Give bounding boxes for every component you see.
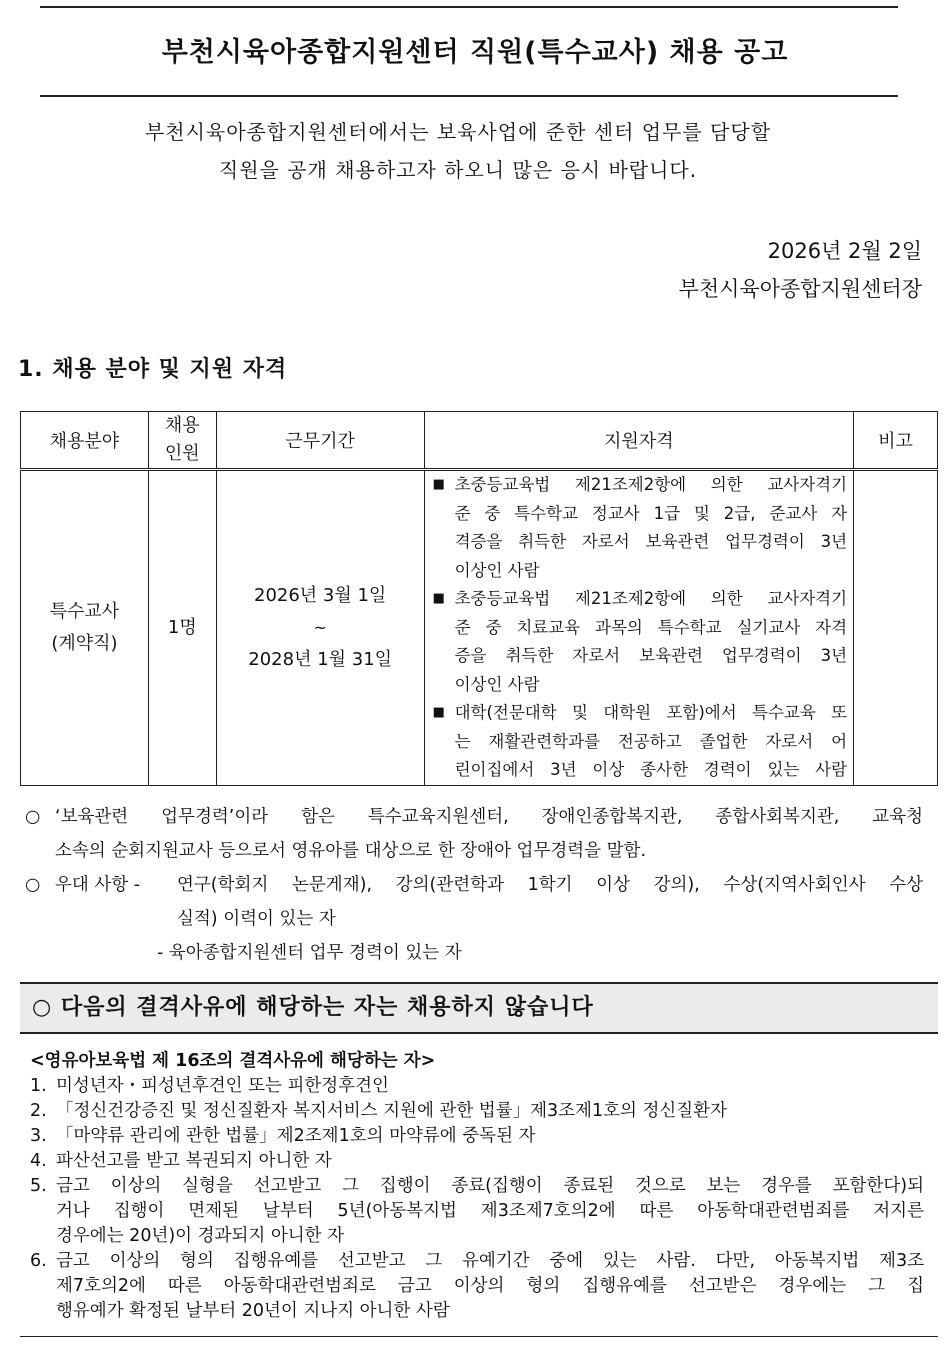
item-number: 5.	[30, 1176, 47, 1196]
top-rule	[40, 6, 898, 8]
square-bullet-icon: ■	[432, 591, 445, 606]
disqualification-banner	[20, 982, 938, 1034]
note-line: - 육아종합지원센터 업무 경력이 있는 자	[157, 943, 462, 963]
item-line: 제7호의2에 따른 아동학대관련범죄로 금고 이상의 형의 집행유예를 선고받은 경우에는 그 집	[56, 1276, 924, 1296]
qualification-item	[429, 585, 848, 699]
cell-field: 특수교사 (계약직)	[21, 470, 149, 786]
note-line: ‘보육관련 업무경력’이라 함은 특수교육지원센터, 장애인종합복지관, 종합사회복지관, 교육청	[55, 807, 923, 827]
note-line: 소속의 순회지원교사 등으로서 영유아를 대상으로 한 장애아 업무경력을 말함.	[55, 841, 647, 861]
item-line: 파산선고를 받고 복권되지 아니한 자	[56, 1151, 332, 1171]
preferences-label: 우대 사항 -	[55, 875, 141, 895]
qualification-item	[429, 471, 848, 585]
circle-bullet-icon: ○	[25, 875, 41, 895]
recruitment-table	[20, 411, 938, 786]
note-work-experience	[25, 800, 923, 868]
item-line: 거나 집행이 면제된 날부터 5년(아동복지법 제3조제7호의2에 따른 아동학대관련범죄를 저지른	[56, 1201, 924, 1221]
list-item	[30, 1249, 924, 1324]
table-header-row	[21, 412, 938, 470]
section-title: 1. 채용 분야 및 지원 자격	[18, 357, 288, 382]
list-item	[30, 1074, 924, 1099]
item-number: 2.	[30, 1101, 47, 1121]
qualification-line: 린이집에서 3년 이상 종사한 경력이 있는 사람	[454, 760, 848, 779]
list-item	[30, 1124, 924, 1149]
cell-qualification	[424, 470, 854, 786]
qualification-line: 초중등교육법 제21조제2항에 의한 교사자격기	[454, 589, 848, 608]
item-line: 경우에는 20년)이 경과되지 아니한 자	[56, 1226, 345, 1246]
qualification-line: 이상인 사람	[454, 560, 540, 580]
note-line: 실적) 이력이 있는 자	[177, 909, 336, 929]
item-line: 「정신건강증진 및 정신질환자 복지서비스 지원에 관한 법률」제3조제1호의 정신질환자	[56, 1101, 727, 1121]
item-line: 「마약류 관리에 관한 법률」제2조제1호의 마약류에 중독된 자	[56, 1126, 536, 1146]
note-preferences	[25, 868, 923, 970]
qualification-line: 준 중 특수학교 정교사 1급 및 2급, 준교사 자	[454, 503, 848, 523]
bottom-rule	[20, 1336, 938, 1337]
qualification-line: 대학(전문대학 및 대학원 포함)에서 특수교육 또	[454, 703, 848, 722]
item-line: 미성년자・피성년후견인 또는 피한정후견인	[56, 1076, 389, 1096]
title-underline	[40, 95, 898, 97]
header-remarks: 비고	[854, 412, 938, 470]
disqualification-heading: <영유아보육법 제 16조의 결격사유에 해당하는 자>	[30, 1051, 436, 1071]
intro-line-1: 부천시육아종합지원센터에서는 보육사업에 준한 센터 업무를 담당할	[144, 120, 772, 144]
square-bullet-icon: ■	[432, 705, 445, 720]
announcement-date: 2026년 2월 2일	[767, 239, 922, 263]
list-item	[30, 1174, 924, 1249]
cell-count: 1명	[148, 470, 216, 786]
qualification-line: 초중등교육법 제21조제2항에 의한 교사자격기	[454, 475, 848, 494]
table-row	[21, 470, 938, 786]
qualification-line: 증을 취득한 자로서 보육관련 업무경력이 3년	[454, 646, 848, 665]
qualification-line: 준 중 치료교육 과목의 특수학교 실기교사 자격	[454, 617, 848, 637]
square-bullet-icon: ■	[432, 477, 445, 492]
item-number: 4.	[30, 1151, 47, 1171]
qualification-line: 는 재활관련학과를 전공하고 졸업한 자로서 어	[454, 731, 848, 751]
disqualification-list	[30, 1049, 924, 1324]
list-item	[30, 1149, 924, 1174]
header-count: 채용 인원	[148, 412, 216, 470]
qualification-item	[429, 699, 848, 785]
qualification-line: 이상인 사람	[454, 674, 540, 694]
header-field: 채용분야	[21, 412, 149, 470]
item-number: 1.	[30, 1076, 47, 1096]
circle-bullet-icon: ○	[25, 807, 41, 827]
item-line: 행유예가 확정된 날부터 20년이 지나지 아니한 사람	[56, 1301, 450, 1321]
cell-period: 2026년 3월 1일 ~ 2028년 1월 31일	[216, 470, 424, 786]
issuer: 부천시육아종합지원센터장	[678, 277, 922, 301]
item-number: 3.	[30, 1126, 47, 1146]
header-qualification: 지원자격	[424, 412, 854, 470]
list-item	[30, 1099, 924, 1124]
item-line: 금고 이상의 실형을 선고받고 그 집행이 종료(집행이 종료된 것으로 보는 경우를 포함한다)되	[56, 1176, 924, 1196]
item-number: 6.	[30, 1251, 47, 1271]
item-line: 금고 이상의 형의 집행유예를 선고받고 그 유예기간 중에 있는 사람. 다만, 아동복지법 제3조	[56, 1251, 924, 1271]
page-title: 부천시육아종합지원센터 직원(특수교사) 채용 공고	[161, 37, 789, 68]
qualification-line: 격증을 취득한 자로서 보육관련 업무경력이 3년	[454, 532, 848, 551]
intro-line-2: 직원을 공개 채용하고자 하오니 많은 응시 바랍니다.	[218, 158, 698, 182]
banner-text: ○ 다음의 결격사유에 해당하는 자는 채용하지 않습니다	[32, 995, 594, 1020]
cell-remarks	[854, 470, 938, 786]
header-period: 근무기간	[216, 412, 424, 470]
note-line: 연구(학회지 논문게재), 강의(관련학과 1학기 이상 강의), 수상(지역사회인사 수상	[177, 875, 923, 895]
